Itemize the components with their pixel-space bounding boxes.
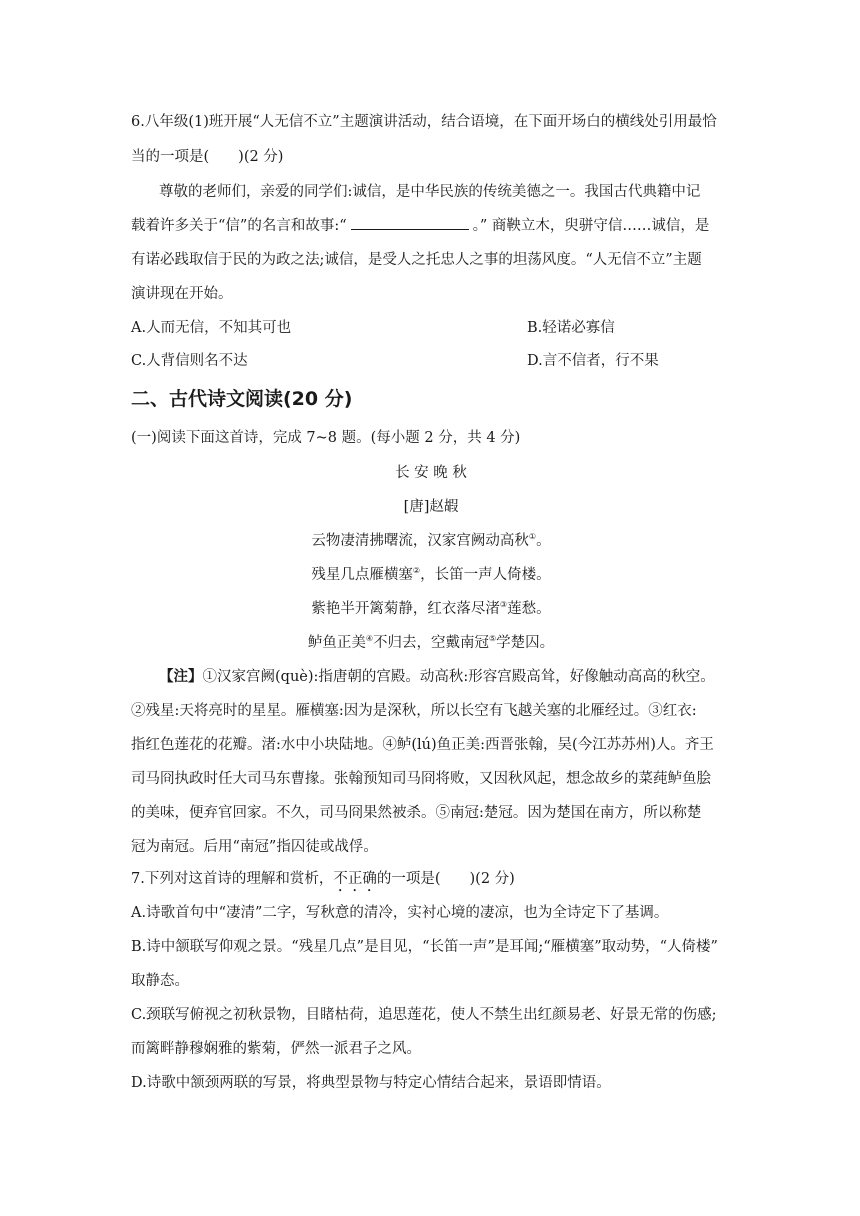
poem-text: 云物凄清拂曙流，汉家宫阙动高秋 bbox=[311, 533, 529, 549]
poem-text: 不归去，空戴南冠 bbox=[373, 635, 489, 651]
q6-option-c: C.人背信则名不达 bbox=[131, 353, 248, 369]
q6-stem-line-1: 6.八年级(1)班开展“人无信不立”主题演讲活动，结合语境，在下面开场白的横线处引用最恰 bbox=[131, 114, 717, 130]
q6-passage-line-2-end: 。” 商鞅立木，臾骈守信……诚信，是 bbox=[472, 218, 710, 234]
q7-stem-start: 7.下列对这首诗的理解和赏析， bbox=[131, 871, 334, 887]
note-marker: ④ bbox=[365, 634, 373, 644]
q7-option-b-line-1: B.诗中颔联写仰观之景。“残星几点”是目见，“长笛一声”是耳闻;“雁横塞”取动势，“人倚楼” bbox=[131, 939, 718, 955]
q6-passage-line-2 bbox=[131, 215, 731, 237]
q6-passage-line-1: 尊敬的老师们，亲爱的同学们:诚信，是中华民族的传统美德之一。我国古代典籍中记 bbox=[159, 184, 701, 200]
notes-line-2: ②残星:天将亮时的星星。雁横塞:因为是深秋，所以长空有飞越关塞的北雁经过。③红衣: bbox=[131, 703, 697, 719]
q6-stem-line-2: 当的一项是( )(2 分) bbox=[131, 149, 284, 165]
notes-text: ①汉家宫阙(què):指唐朝的宫殿。动高秋:形容宫殿高耸，好像触动高高的秋空。 bbox=[202, 669, 715, 685]
sub-section-intro: (一)阅读下面这首诗，完成 7~8 题。(每小题 2 分，共 4 分) bbox=[131, 430, 521, 446]
poem-text: 。 bbox=[536, 533, 551, 549]
note-marker: ⑤ bbox=[489, 634, 497, 644]
q7-option-c-line-1: C.颈联写俯视之初秋景物，目睹枯荷，追思莲花，使人不禁生出红颜易老、好景无常的伤感; bbox=[131, 1007, 717, 1023]
q6-option-a: A.人而无信，不知其可也 bbox=[131, 320, 292, 336]
poem-text: ，长笛一声人倚楼。 bbox=[420, 567, 551, 583]
q7-option-c-line-2: 而篱畔静穆娴雅的紫菊，俨然一派君子之风。 bbox=[131, 1041, 421, 1057]
q6-passage-line-3: 有诺必践取信于民的为政之法;诚信，是受人之托忠人之事的坦荡风度。“人无信不立”主题 bbox=[131, 252, 702, 268]
q6-option-b: B.轻诺必寡信 bbox=[527, 320, 615, 336]
q6-options-row-2 bbox=[131, 350, 731, 372]
poem-line-3 bbox=[131, 598, 731, 620]
poem-text: 鲈鱼正美 bbox=[307, 635, 366, 651]
note-marker: ① bbox=[528, 532, 537, 542]
note-marker: ③ bbox=[499, 600, 508, 610]
q6-options-row-1 bbox=[131, 317, 731, 339]
q7-stem bbox=[131, 868, 731, 895]
poem-line-2 bbox=[131, 564, 731, 586]
poem-line-1 bbox=[131, 530, 731, 552]
q6-passage-line-2-start: 载着许多关于“信”的名言和故事:“ bbox=[131, 218, 347, 234]
poem-author: [唐]赵嘏 bbox=[403, 499, 459, 515]
q7-stem-end: 的一项是( )(2 分) bbox=[376, 871, 515, 887]
q7-option-d: D.诗歌中颔颈两联的写景，将典型景物与特定心情结合起来，景语即情语。 bbox=[131, 1075, 611, 1091]
q7-option-b-line-2: 取静态。 bbox=[131, 973, 189, 989]
q6-option-d: D.言不信者，行不果 bbox=[527, 353, 659, 369]
notes-line-5: 的美味，便弃官回家。不久，司马冏果然被杀。⑤南冠:楚冠。因为楚国在南方，所以称楚 bbox=[131, 805, 702, 821]
q7-option-a: A.诗歌首句中“凄清”二字，写秋意的清冷，实衬心境的凄凉，也为全诗定下了基调。 bbox=[131, 905, 669, 921]
notes-line-3: 指红色莲花的花瓣。渚:水中小块陆地。④鲈(lú)鱼正美:西晋张翰，吴(今江苏苏州)人。齐王 bbox=[131, 737, 714, 753]
q6-passage-line-4: 演讲现在开始。 bbox=[131, 286, 233, 302]
poem-text: 学楚囚。 bbox=[496, 635, 555, 651]
note-marker: ② bbox=[412, 566, 421, 576]
poem-text: 莲愁。 bbox=[507, 601, 551, 617]
notes-line-6: 冠为南冠。后用“南冠”指囚徒或战俘。 bbox=[131, 839, 378, 855]
answer-blank bbox=[351, 215, 469, 230]
poem-line-4 bbox=[131, 632, 731, 654]
q7-stem-emphasis: 不正确 bbox=[333, 871, 377, 887]
notes-line-1 bbox=[159, 666, 759, 688]
notes-line-4: 司马冏执政时任大司马东曹掾。张翰预知司马冏将败，又因秋风起，想念故乡的菜莼鲈鱼脍 bbox=[131, 771, 711, 787]
poem-text: 残星几点雁横塞 bbox=[311, 567, 413, 583]
poem-title: 长 安 晚 秋 bbox=[395, 465, 467, 481]
poem-text: 紫艳半开篱菊静，红衣落尽渚 bbox=[311, 601, 500, 617]
notes-label: 【注】 bbox=[159, 668, 203, 685]
section-heading: 二、古代诗文阅读(20 分) bbox=[131, 388, 353, 410]
